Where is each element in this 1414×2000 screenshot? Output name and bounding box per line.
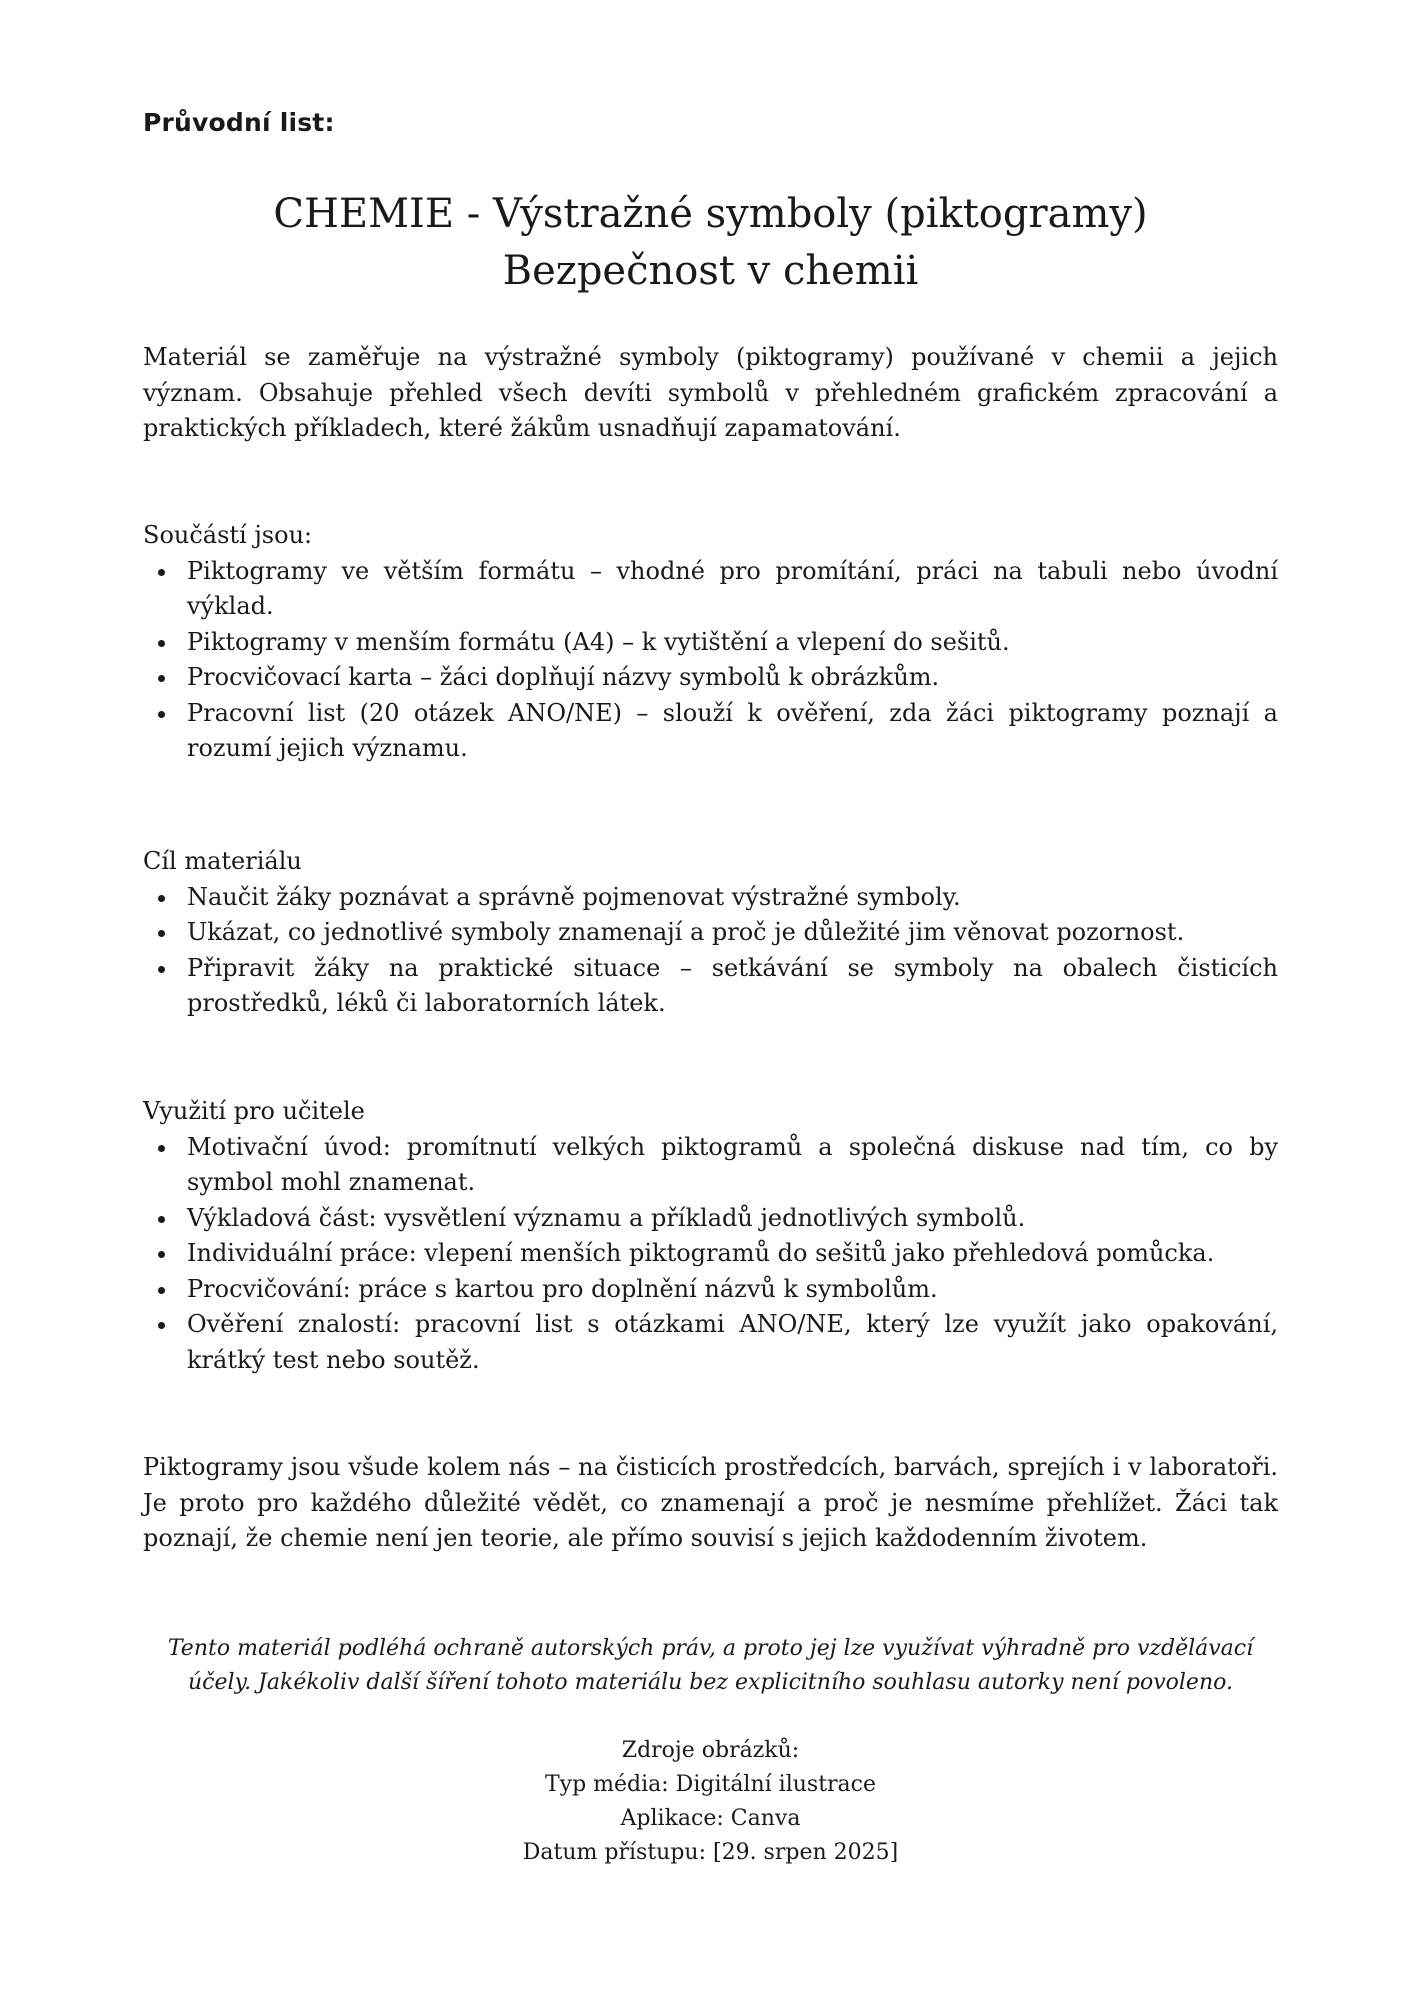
list-item: Pracovní list (20 otázek ANO/NE) – slouží k ověření, zda žáci piktogramy poznají a rozumí jejich významu. xyxy=(187,696,1278,767)
list-item: Připravit žáky na praktické situace – setkávání se symboly na obalech čisticích prostředků, léků či laboratorních látek. xyxy=(187,951,1278,1022)
image-sources xyxy=(143,1734,1278,1870)
section-heading: Využití pro učitele xyxy=(143,1097,365,1125)
section-teacher-use xyxy=(143,1094,1278,1378)
title-line-1: CHEMIE - Výstražné symboly (piktogramy) xyxy=(273,191,1148,237)
list-item: Procvičovací karta – žáci doplňují názvy symbolů k obrázkům. xyxy=(187,660,1278,696)
sources-media-type: Typ média: Digitální ilustrace xyxy=(544,1772,877,1797)
list-item: Piktogramy v menším formátu (A4) – k vytištění a vlepení do sešitů. xyxy=(187,625,1278,661)
bullet-list xyxy=(143,1130,1278,1379)
section-components xyxy=(143,518,1278,767)
section-heading: Cíl materiálu xyxy=(143,847,302,875)
sources-heading: Zdroje obrázků: xyxy=(621,1738,800,1763)
bullet-list xyxy=(143,880,1278,1022)
list-item: Ukázat, co jednotlivé symboly znamenají a proč je důležité jim věnovat pozornost. xyxy=(187,915,1278,951)
list-item: Naučit žáky poznávat a správně pojmenovat výstražné symboly. xyxy=(187,880,1278,916)
list-item: Individuální práce: vlepení menších piktogramů do sešitů jako přehledová pomůcka. xyxy=(187,1236,1278,1272)
title-line-2: Bezpečnost v chemii xyxy=(502,248,919,294)
list-item: Piktogramy ve větším formátu – vhodné pro promítání, práci na tabuli nebo úvodní výklad. xyxy=(187,554,1278,625)
document-label: Průvodní list: xyxy=(143,108,335,137)
page-title xyxy=(143,186,1278,300)
list-item: Procvičování: práce s kartou pro doplnění názvů k symbolům. xyxy=(187,1272,1278,1308)
copyright-notice: Tento materiál podléhá ochraně autorských práv, a proto jej lze využívat výhradně pro vzdělávací účely. Jakékoliv další šíření tohoto materiálu bez explicitního souhlasu autorky není povoleno. xyxy=(167,1636,1254,1695)
closing-paragraph: Piktogramy jsou všude kolem nás – na čisticích prostředcích, barvách, sprejích i v laboratoři. Je proto pro každého důležité vědět, co znamenají a proč je nesmíme přehlížet. Žáci tak poznají, že chemie není jen teorie, ale přímo souvisí s jejich každodenním životem. xyxy=(143,1453,1278,1552)
list-item: Výkladová část: vysvětlení významu a příkladů jednotlivých symbolů. xyxy=(187,1201,1278,1237)
list-item: Motivační úvod: promítnutí velkých piktogramů a společná diskuse nad tím, co by symbol mohl znamenat. xyxy=(187,1130,1278,1201)
bullet-list xyxy=(143,554,1278,767)
section-goal xyxy=(143,844,1278,1022)
sources-app: Aplikace: Canva xyxy=(620,1806,801,1831)
section-heading: Součástí jsou: xyxy=(143,521,313,549)
list-item: Ověření znalostí: pracovní list s otázkami ANO/NE, který lze využít jako opakování, krátký test nebo soutěž. xyxy=(187,1307,1278,1378)
intro-paragraph: Materiál se zaměřuje na výstražné symboly (piktogramy) používané v chemii a jejich význam. Obsahuje přehled všech devíti symbolů v přehledném grafickém zpracování a praktických příkladech, které žákům usnadňují zapamatování. xyxy=(143,343,1278,442)
sources-access-date: Datum přístupu: [29. srpen 2025] xyxy=(522,1840,899,1865)
